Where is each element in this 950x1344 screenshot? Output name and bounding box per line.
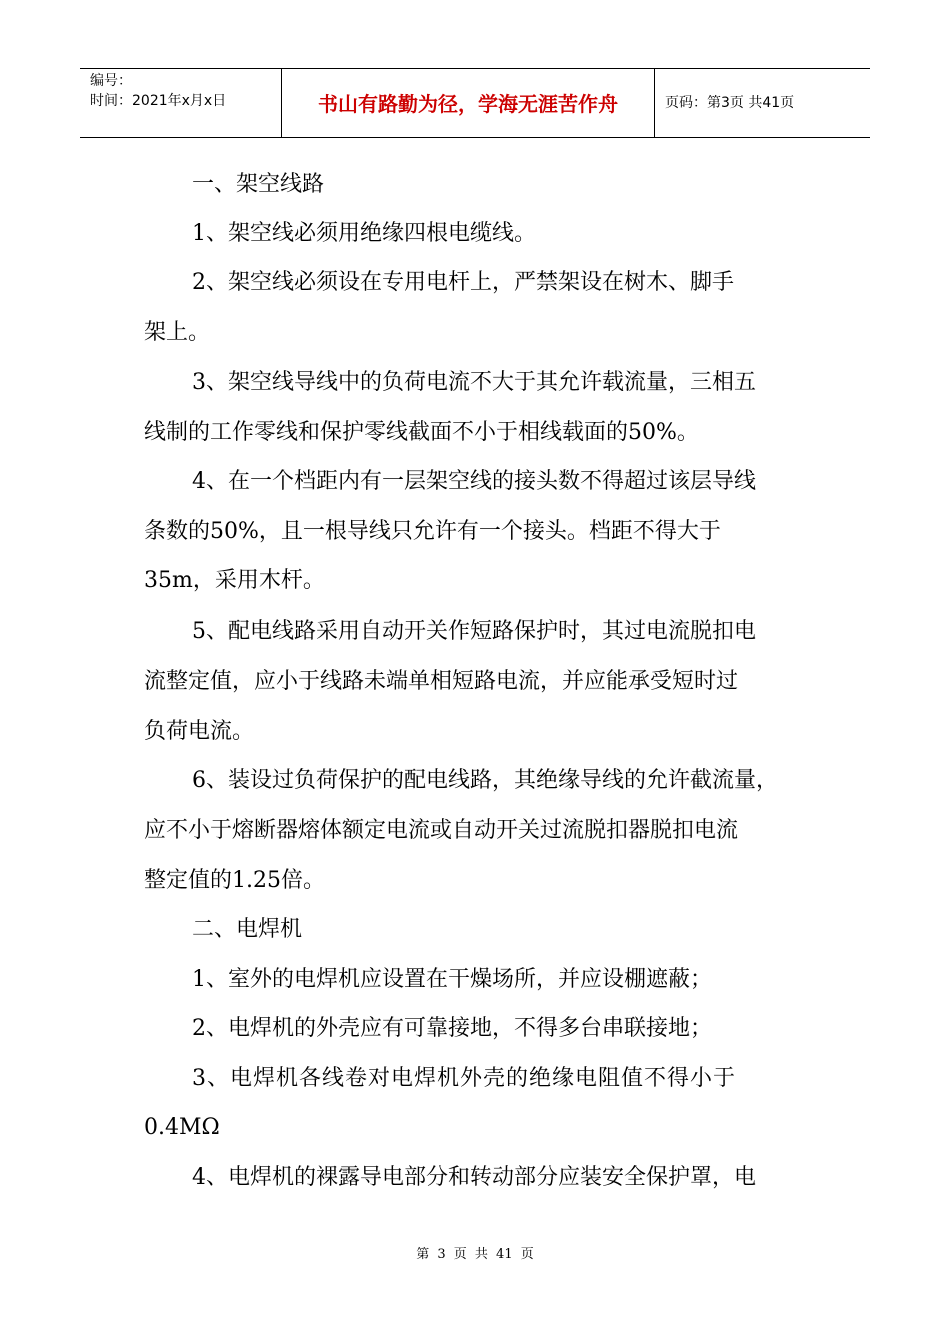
paragraph-line: 35m，采用木杆。 [144, 568, 325, 593]
paragraph-line: 流整定值，应小于线路未端单相短路电流，并应能承受短时过 [144, 669, 739, 694]
header-page-cell [655, 69, 870, 137]
header-motto: 书山有路勤为径，学海无涯苦作舟 [318, 92, 618, 116]
paragraph-line: 4、在一个档距内有一层架空线的接头数不得超过该层导线 [192, 469, 756, 494]
paragraph-line: 1、架空线必须用绝缘四根电缆线。 [192, 221, 536, 246]
paragraph-line: 1、室外的电焊机应设置在干燥场所，并应设棚遮蔽； [192, 967, 712, 992]
paragraph-line: 2、架空线必须设在专用电杆上，严禁架设在树木、脚手 [192, 270, 734, 295]
section-heading: 二、电焊机 [192, 917, 303, 942]
paragraph-line: 应不小于熔断器熔体额定电流或自动开关过流脱扣器脱扣电流 [144, 818, 739, 843]
paragraph-line: 2、电焊机的外壳应有可靠接地，不得多台串联接地； [192, 1016, 712, 1041]
paragraph-line: 条数的50%，且一根导线只允许有一个接头。档距不得大于 [144, 519, 721, 544]
paragraph-line: 架上。 [144, 320, 211, 345]
paragraph-line: 6、装设过负荷保护的配电线路，其绝缘导线的允许截流量， [192, 768, 778, 793]
header-motto-cell [282, 69, 655, 137]
document-number-label: 编号： [90, 73, 132, 89]
paragraph-line: 4、电焊机的裸露导电部分和转动部分应装安全保护罩，电 [192, 1165, 756, 1190]
paragraph-line: 0.4MΩ [144, 1115, 220, 1140]
paragraph-line: 5、配电线路采用自动开关作短路保护时，其过电流脱扣电 [192, 619, 756, 644]
paragraph-line: 3、电焊机各线卷对电焊机外壳的绝缘电阻值不得小于 [192, 1066, 736, 1091]
paragraph-line: 整定值的1.25倍。 [144, 868, 325, 893]
header-meta-cell [80, 69, 282, 137]
section-heading: 一、架空线路 [192, 172, 325, 197]
header-page-info: 页码：第3页 共41页 [665, 95, 795, 111]
paragraph-line: 线制的工作零线和保护零线截面不小于相线载面的50%。 [144, 420, 699, 445]
page-footer: 第 3 页 共 41 页 [416, 1247, 534, 1262]
paragraph-line: 负荷电流。 [144, 719, 255, 744]
document-date-label: 时间：2021年x月x日 [90, 93, 227, 109]
document-header-table [80, 68, 870, 138]
paragraph-line: 3、架空线导线中的负荷电流不大于其允许载流量，三相五 [192, 370, 756, 395]
